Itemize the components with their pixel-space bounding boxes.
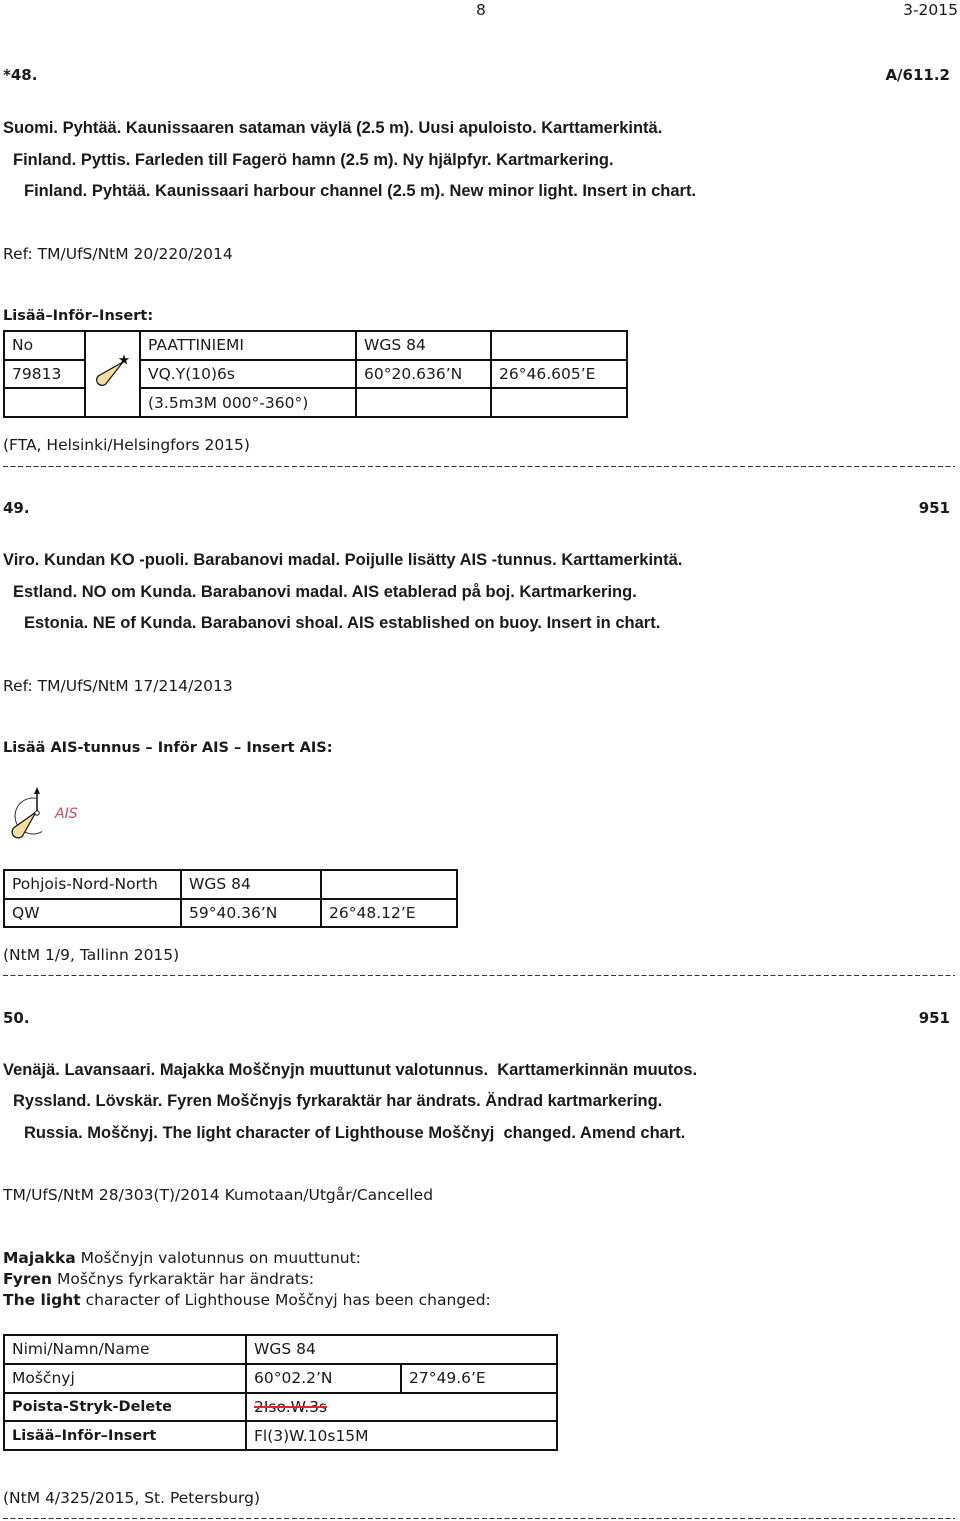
empty-cell xyxy=(491,331,627,360)
notice-chart-code: A/611.2 xyxy=(885,66,950,84)
reference: Ref: TM/UfS/NtM 17/214/2013 xyxy=(3,677,233,695)
title-finnish: Viro. Kundan KO -puoli. Barabanovi madal. Poijulle lisätty AIS -tunnus. Karttamerkintä. xyxy=(3,551,683,569)
light-change-table xyxy=(3,1334,558,1451)
insert-instruction: Lisää AIS-tunnus – Inför AIS – Insert AIS: xyxy=(3,740,333,756)
table-row xyxy=(4,1364,557,1393)
table-row xyxy=(4,1393,557,1422)
datum-cell: WGS 84 xyxy=(356,331,491,360)
latitude-cell: 60°02.2’N xyxy=(246,1364,401,1393)
no-header-cell: No xyxy=(4,331,85,360)
light-number-cell: 79813 xyxy=(4,360,85,389)
issue-number: 3-2015 xyxy=(903,1,958,19)
source: (NtM 1/9, Tallinn 2015) xyxy=(3,946,180,964)
light-flare-shape xyxy=(96,362,122,385)
source: (FTA, Helsinki/Helsingfors 2015) xyxy=(3,436,250,454)
buoy-name-cell: Pohjois-Nord-North xyxy=(4,870,181,899)
height-range-sector-cell: (3.5m3M 000°-360°) xyxy=(140,388,356,417)
notice-number: 49. xyxy=(3,499,30,517)
notice-chart-code: 951 xyxy=(918,1009,950,1027)
deleted-character-cell xyxy=(246,1393,557,1422)
name-header-cell: Nimi/Namn/Name xyxy=(4,1335,246,1364)
deleted-character: 2Iso.W.3s xyxy=(254,1397,328,1416)
longitude-cell: 26°46.605’E xyxy=(491,360,627,389)
datum-cell: WGS 84 xyxy=(181,870,321,899)
empty-cell xyxy=(4,388,85,417)
light-table-body xyxy=(4,331,627,417)
latitude-cell: 59°40.36’N xyxy=(181,899,321,928)
change-line-bold: Majakka xyxy=(3,1249,76,1267)
buoy-position-ring xyxy=(35,811,39,815)
latitude-cell: 60°20.636’N xyxy=(356,360,491,389)
notice-number: 50. xyxy=(3,1009,30,1027)
change-line-bold: The light xyxy=(3,1291,81,1309)
page-number: 8 xyxy=(476,1,486,19)
change-line-text: Moščnys fyrkaraktär har ändrats: xyxy=(52,1270,315,1288)
light-table xyxy=(3,330,628,418)
title-swedish: Estland. NO om Kunda. Barabanovi madal. AIS etablerad på boj. Kartmarkering. xyxy=(13,583,637,601)
title-finnish: Venäjä. Lavansaari. Majakka Moščnyjn muuttunut valotunnus. Karttamerkinnän muutos. xyxy=(3,1061,698,1079)
buoy-character-cell: QW xyxy=(4,899,181,928)
delete-label-cell: Poista-Stryk-Delete xyxy=(4,1393,246,1422)
change-line-swedish xyxy=(3,1269,314,1289)
change-line-bold: Fyren xyxy=(3,1270,53,1288)
change-line-text: character of Lighthouse Moščnyj has been changed: xyxy=(80,1291,491,1309)
table-row xyxy=(4,1421,557,1450)
change-line-text: Moščnyjn valotunnus on muuttunut: xyxy=(75,1249,361,1267)
buoy-topmark-shape xyxy=(34,787,40,794)
change-line-finnish xyxy=(3,1248,361,1268)
light-change-table-body xyxy=(4,1335,557,1450)
reference: Ref: TM/UfS/NtM 20/220/2014 xyxy=(3,245,233,263)
insert-instruction: Lisää–Inför–Insert: xyxy=(3,308,154,324)
separator-line xyxy=(3,1518,955,1519)
datum-cell: WGS 84 xyxy=(246,1335,557,1364)
buoy-table-body xyxy=(4,870,457,927)
cancelled-reference: TM/UfS/NtM 28/303(T)/2014 Kumotaan/Utgår/Cancelled xyxy=(3,1186,434,1204)
notice-number: *48. xyxy=(3,66,38,84)
symbol-cell xyxy=(85,331,140,417)
ais-buoy-icon xyxy=(6,786,86,844)
insert-label-cell: Lisää–Inför–Insert xyxy=(4,1421,246,1450)
title-finnish: Suomi. Pyhtää. Kaunissaaren sataman väylä (2.5 m). Uusi apuloisto. Karttamerkintä. xyxy=(3,119,663,137)
longitude-cell: 26°48.12’E xyxy=(321,899,457,928)
title-swedish: Finland. Pyttis. Farleden till Fagerö hamn (2.5 m). Ny hjälpfyr. Kartmarkering. xyxy=(13,151,614,169)
new-character-cell: Fl(3)W.10s15M xyxy=(246,1421,557,1450)
buoy-table xyxy=(3,869,458,928)
title-english: Finland. Pyhtää. Kaunissaari harbour channel (2.5 m). New minor light. Insert in chart. xyxy=(24,182,697,200)
source: (NtM 4/325/2015, St. Petersburg) xyxy=(3,1489,261,1507)
change-line-english xyxy=(3,1290,491,1310)
separator-line xyxy=(3,975,955,976)
empty-cell xyxy=(356,388,491,417)
table-row xyxy=(4,870,457,899)
lighthouse-name-cell: Moščnyj xyxy=(4,1364,246,1393)
notice-chart-code: 951 xyxy=(918,499,950,517)
table-row xyxy=(4,331,627,360)
title-english: Estonia. NE of Kunda. Barabanovi shoal. AIS established on buoy. Insert in chart. xyxy=(24,614,661,632)
table-row xyxy=(4,1335,557,1364)
table-row xyxy=(4,899,457,928)
title-english: Russia. Moščnyj. The light character of Lighthouse Moščnyj changed. Amend chart. xyxy=(24,1124,686,1142)
empty-cell xyxy=(321,870,457,899)
separator-line xyxy=(3,466,955,467)
light-star-flare-icon xyxy=(93,353,133,389)
light-name-cell: PAATTINIEMI xyxy=(140,331,356,360)
title-swedish: Ryssland. Lövskär. Fyren Moščnyjs fyrkaraktär har ändrats. Ändrad kartmarkering. xyxy=(13,1092,663,1110)
longitude-cell: 27°49.6’E xyxy=(401,1364,557,1393)
empty-cell xyxy=(491,388,627,417)
light-character-cell: VQ.Y(10)6s xyxy=(140,360,356,389)
ais-label: AIS xyxy=(55,806,78,822)
